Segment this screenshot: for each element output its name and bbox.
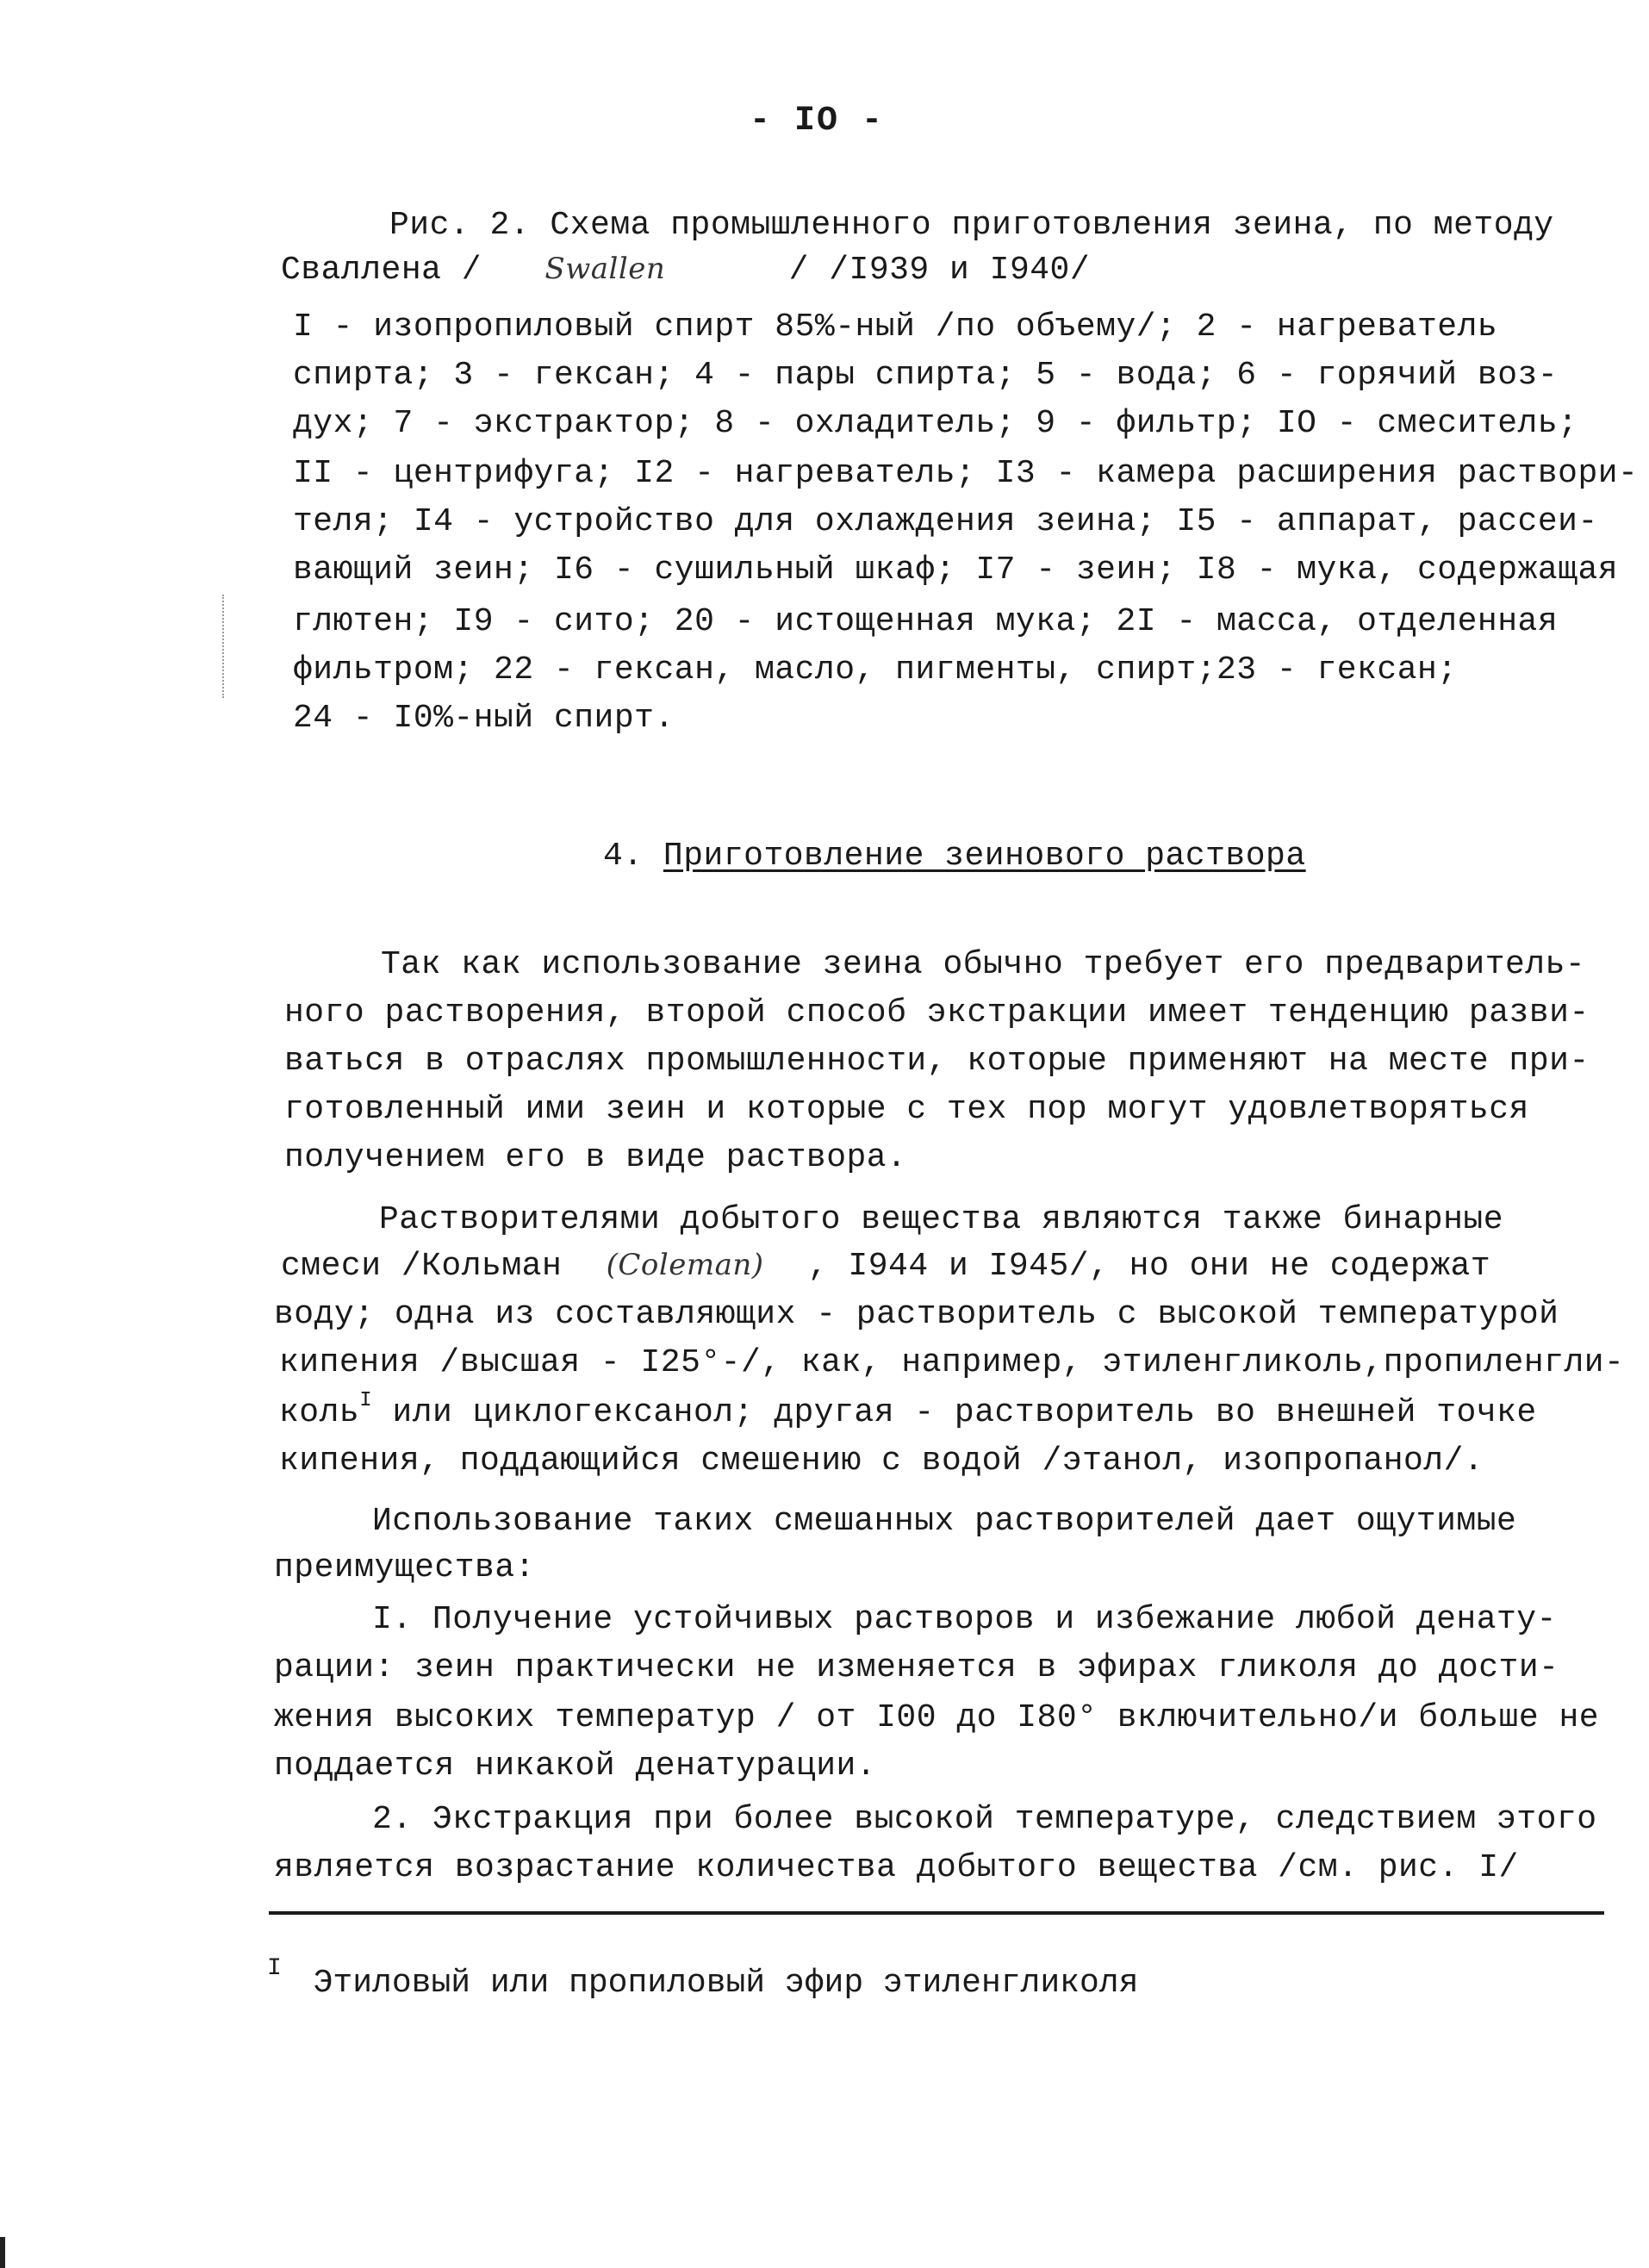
paragraph-line bbox=[279, 1389, 1537, 1431]
margin-pencil-mark bbox=[222, 595, 241, 698]
paragraph-line: Использование таких смешанных растворителей дает ощутимые bbox=[372, 1503, 1517, 1540]
paragraph-line: кипения /высшая - I25°-/, как, например, этиленгликоль,пропиленгли- bbox=[279, 1344, 1625, 1381]
glycol-rest: или циклогексанол; другая - растворитель во внешней точке bbox=[372, 1394, 1537, 1431]
caption-legend-line: 24 - I0%-ный спирт. bbox=[293, 700, 675, 737]
footnote-mark: I bbox=[267, 1955, 282, 1982]
page-number: - IO - bbox=[750, 102, 885, 140]
paragraph-line: 2. Экстракция при более высокой температуре, следствием этого bbox=[372, 1801, 1597, 1838]
caption-author: Сваллена / bbox=[281, 252, 482, 289]
caption-legend-line: дух; 7 - экстрактор; 8 - охладитель; 9 - фильтр; IO - смеситель; bbox=[293, 405, 1578, 442]
caption-legend-line: теля; I4 - устройство для охлаждения зеина; I5 - аппарат, рассеи- bbox=[293, 503, 1598, 540]
footnote-text: Этиловый или пропиловый эфир этиленгликоля bbox=[313, 1965, 1139, 2002]
paragraph-line: получением его в виде раствора. bbox=[284, 1139, 907, 1176]
paragraph-line: готовленный ими зеин и которые с тех пор могут удовлетворяться bbox=[284, 1091, 1529, 1128]
paragraph-line bbox=[281, 1248, 1490, 1285]
footnote-ref: I bbox=[359, 1389, 373, 1412]
paragraph-line: является возрастание количества добытого вещества /см. рис. I/ bbox=[274, 1849, 1519, 1886]
paragraph-line: I. Получение устойчивых растворов и избежание любой денату- bbox=[372, 1601, 1557, 1638]
paragraph-line: воду; одна из составляющих - растворитель с высокой температурой bbox=[274, 1296, 1559, 1333]
caption-legend-line: I - изопропиловый спирт 85%-ный /по объему/; 2 - нагреватель bbox=[293, 308, 1498, 346]
paragraph-line: ного растворения, второй способ экстракции имеет тенденцию разви- bbox=[284, 994, 1590, 1031]
footnote bbox=[267, 1955, 1139, 2002]
caption-line-2 bbox=[281, 252, 1090, 289]
scan-edge-mark bbox=[0, 2237, 5, 2268]
paragraph-line: кипения, поддающийся смешению с водой /этанол, изопропанол/. bbox=[279, 1442, 1484, 1480]
paragraph-line: рации: зеин практически не изменяется в эфирах гликоля до дости- bbox=[274, 1649, 1559, 1686]
footnote-divider bbox=[269, 1911, 1604, 1915]
glycol-word: коль bbox=[279, 1394, 360, 1431]
section-number: 4. bbox=[603, 838, 644, 875]
paragraph-line: Растворителями добытого вещества являются также бинарные bbox=[379, 1201, 1504, 1238]
paragraph-line: жения высоких температур / от I00 до I80° включительно/и больше не bbox=[274, 1699, 1600, 1736]
handwritten-swallen: Swallen bbox=[544, 252, 666, 286]
caption-legend-line: фильтром; 22 - гексан, масло, пигменты, спирт;23 - гексан; bbox=[293, 651, 1458, 688]
caption-line-1: Рис. 2. Схема промышленного приготовления зеина, по методу bbox=[389, 207, 1554, 244]
paragraph-line: преимущества: bbox=[274, 1549, 535, 1586]
caption-legend-line: II - центрифуга; I2 - нагреватель; I3 - камера расширения раствори- bbox=[293, 455, 1639, 492]
paragraph-line: поддается никакой денатурации. bbox=[274, 1748, 877, 1785]
section-title: Приготовление зеинового раствора bbox=[663, 838, 1306, 875]
caption-legend-line: спирта; 3 - гексан; 4 - пары спирта; 5 - вода; 6 - горячий воз- bbox=[293, 357, 1559, 394]
coleman-years: , I944 и I945/, но они не содержат bbox=[807, 1248, 1491, 1285]
coleman-label: смеси /Кольман bbox=[281, 1248, 563, 1285]
caption-years: / /I939 и I940/ bbox=[788, 252, 1091, 289]
handwritten-coleman: (Coleman) bbox=[606, 1248, 764, 1282]
paragraph-line: ваться в отраслях промышленности, которые применяют на месте при- bbox=[284, 1043, 1590, 1080]
paragraph-line: Так как использование зеина обычно требует его предваритель- bbox=[381, 946, 1586, 983]
caption-legend-line: вающий зеин; I6 - сушильный шкаф; I7 - зеин; I8 - мука, содержащая bbox=[293, 551, 1619, 589]
caption-legend-line: глютен; I9 - сито; 20 - истощенная мука; 2I - масса, отделенная bbox=[293, 603, 1559, 640]
section-heading bbox=[603, 838, 1306, 875]
